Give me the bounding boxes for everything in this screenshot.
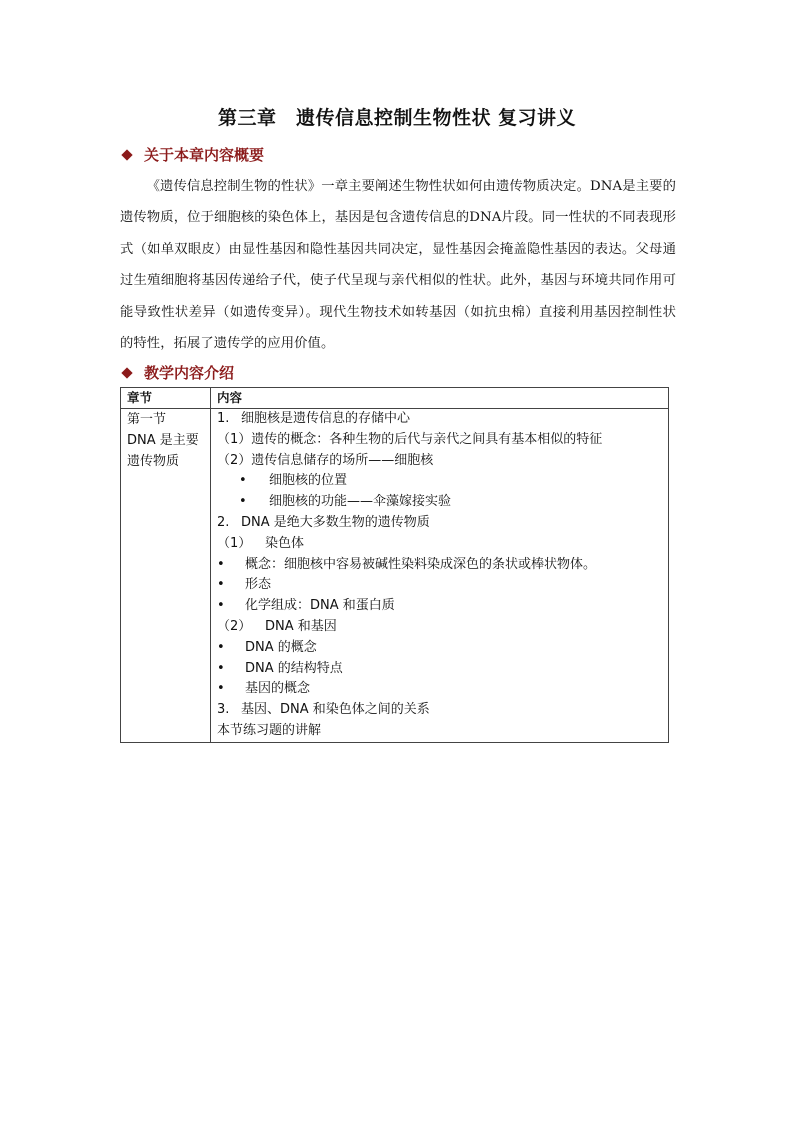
diamond-bullet-icon <box>121 149 132 160</box>
column-header-chapter: 章节 <box>121 388 211 409</box>
chapter-line: 遗传物质 <box>127 454 180 469</box>
content-cell <box>211 409 669 743</box>
teaching-heading-text: 教学内容介绍 <box>144 364 235 382</box>
chapter-line: 第一节 <box>127 412 167 427</box>
outline-item: 3. 基因、DNA 和染色体之间的关系 <box>217 702 430 718</box>
outline-item: • 化学组成：DNA 和蛋白质 <box>217 596 662 617</box>
outline-item: • DNA 的结构特点 <box>217 659 662 680</box>
outline-item: • 形态 <box>217 575 662 596</box>
outline-item: • 概念：细胞核中容易被碱性染料染成深色的条状或棒状物体。 <box>217 555 662 576</box>
outline-item: （1）遗传的概念：各种生物的后代与亲代之间具有基本相似的特征 <box>217 431 603 447</box>
teaching-content-table <box>120 387 669 743</box>
teaching-heading <box>120 362 234 383</box>
overview-paragraph: 《遗传信息控制生物的性状》一章主要阐述生物性状如何由遗传物质决定。DNA是主要的遗传物质，位于细胞核的染色体上，基因是包含遗传信息的DNA片段。同一性状的不同表现形式（如单双眼皮）由显性基因和隐性基因共同决定，显性基因会掩盖隐性基因的表达。父母通过生殖细胞将基因传递给子代，使子代呈现与亲代相似的性状。此外，基因与环境共同作用可能导致性状差异（如遗传变异）。现代生物技术如转基因（如抗虫棉）直接利用基因控制性状的特性，拓展了遗传学的应用价值。 <box>120 179 676 352</box>
outline-item: 本节练习题的讲解 <box>217 722 322 738</box>
bullet-icon: • <box>239 494 247 510</box>
overview-heading <box>120 144 264 165</box>
outline-item: • 细胞核的位置 <box>217 471 662 492</box>
outline-item: （1） 染色体 <box>217 535 305 551</box>
table-header-row <box>121 388 669 409</box>
bullet-icon: • <box>217 556 225 572</box>
outline-item: • 细胞核的功能——伞藻嫁接实验 <box>217 492 662 513</box>
outline-item: 2. DNA 是绝大多数生物的遗传物质 <box>217 514 430 530</box>
outline-item: （2） DNA 和基因 <box>217 618 337 634</box>
outline-item: 1. 细胞核是遗传信息的存储中心 <box>217 411 411 426</box>
bullet-icon: • <box>217 681 225 697</box>
bullet-icon: • <box>217 639 225 655</box>
chapter-cell <box>121 409 211 743</box>
outline-item: （2）遗传信息储存的场所——细胞核 <box>217 452 434 468</box>
column-header-content: 内容 <box>211 388 669 409</box>
document-title: 第三章 遗传信息控制生物性状 复习讲义 <box>217 107 577 129</box>
table-row <box>121 409 669 743</box>
bullet-icon: • <box>239 473 247 489</box>
bullet-icon: • <box>217 598 225 614</box>
outline-item: • 基因的概念 <box>217 679 662 700</box>
bullet-icon: • <box>217 577 225 593</box>
chapter-line: DNA 是主要 <box>127 433 199 448</box>
bullet-icon: • <box>217 660 225 676</box>
outline-item: • DNA 的概念 <box>217 638 662 659</box>
overview-heading-text: 关于本章内容概要 <box>144 146 265 164</box>
diamond-bullet-icon <box>121 367 132 378</box>
